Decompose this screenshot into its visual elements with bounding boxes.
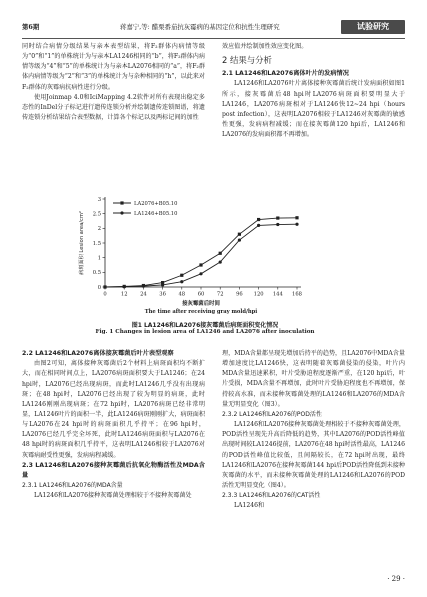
data-point-LA1246+B05.10 bbox=[295, 223, 298, 226]
y-tick-label: 2.5 bbox=[92, 211, 101, 218]
data-point-LA2076+B05.10 bbox=[180, 274, 183, 277]
y-tick-label: 2 bbox=[97, 226, 101, 233]
x-tick-label: 48 bbox=[178, 291, 186, 298]
y-tick-label: 1.5 bbox=[92, 240, 101, 247]
paragraph: 由图2可知，离体接种灰霉菌后2个材料上病斑面积均不断扩大，而在相同时间点上，LA2076病斑面积要大于LA1246；在24 hpi时，LA2076已经出现病斑，而此时LA1246几乎没有出现病斑；在48 hpi时，LA2076已经出现了较为明显的病斑，此时LA1246刚刚出现病斑；在72 hpi时，LA2076病斑已经非常明显，LA1246叶片的面积一半，此LA1246病斑刚刚扩大，病斑面积与LA2076在24 hpi时的病斑面积几乎持平；在96 hpi时，LA2076已经几乎完全坏死，此时LA1246病斑面积与LA2076在48 hpi时的病斑面积几乎持平，这表明LA1246相较于LA2076对灰霉病耐受性更强，发病病程减缓。 bbox=[22, 360, 205, 459]
y-tick-label: 0 bbox=[97, 284, 101, 291]
x-tick-label: 12 bbox=[120, 291, 128, 298]
figure-1 bbox=[55, 191, 355, 341]
paragraph: 效应值并绘制加性效应变化图。 bbox=[222, 43, 308, 50]
subsubsection-heading: 2.3.3 LA1246和LA2076的CAT活性 bbox=[222, 492, 321, 500]
subsubsection-heading: 2.3.1 LA1246和LA2076的MDA含量 bbox=[22, 482, 123, 490]
page-header bbox=[22, 20, 405, 36]
data-point-LA2076+B05.10 bbox=[257, 218, 260, 221]
data-point-LA1246+B05.10 bbox=[180, 280, 183, 283]
x-tick-label: 120 bbox=[253, 291, 264, 298]
page-number: · 29 · bbox=[387, 575, 405, 583]
data-point-LA1246+B05.10 bbox=[238, 238, 241, 241]
data-point-LA2076+B05.10 bbox=[276, 216, 279, 219]
data-point-LA1246+B05.10 bbox=[219, 260, 222, 263]
x-tick-label: 72 bbox=[216, 291, 224, 298]
subsection-heading: 2.3 LA1246和LA2076接种灰霉菌后抗氧化物酶活性及MDA含量 bbox=[22, 461, 205, 479]
x-tick-label: 36 bbox=[159, 291, 166, 298]
figure-caption-en: Fig. 1 Changes in lesion area of LA1246 and LA2076 after inoculation bbox=[95, 329, 315, 335]
left-column-top bbox=[22, 42, 205, 123]
x-axis-label: 接灰霉菌后时间 bbox=[182, 301, 220, 307]
data-point-LA1246+B05.10 bbox=[103, 285, 106, 288]
series-line-LA1246+B05.10 bbox=[105, 224, 297, 287]
running-title: 蒋嘉宁,等: 醋栗番茄抗灰霉病的基因定位和抗性生理研究 bbox=[120, 23, 280, 31]
figure-caption-cn: 图1 LA1246和LA2076接灰霉菌后病斑面积变化情况 bbox=[131, 322, 279, 329]
data-point-LA2076+B05.10 bbox=[238, 233, 241, 236]
x-tick-label: 96 bbox=[236, 291, 243, 298]
paragraph: LA1246和LA2076接种灰霉菌处理相较于不接种灰霉菌处理，POD活性呈现先升高后降低的趋势，其中LA2076的POD活性峰值出现时间较LA1246提前，LA2076在48 hpi时活性最高，LA1246的POD活性峰值比较低，且间隔较长，在72 hpi时出现，最终LA1246和LA2076在接种灰霉菌144 hpi后POD活性降低到未接种灰霉菌的水平，而未接种灰霉菌处理的LA1246和LA2076的POD活性无明显变化（图4）。 bbox=[222, 421, 405, 490]
left-column-bottom bbox=[22, 349, 205, 502]
x-tick-label: 60 bbox=[197, 291, 205, 298]
y-axis-label: 病斑面积 Lesion area/cm² bbox=[79, 211, 85, 275]
legend-marker bbox=[120, 211, 123, 214]
y-tick-label: 0.5 bbox=[92, 270, 101, 277]
right-column-top bbox=[222, 42, 405, 140]
x-tick-label: 168 bbox=[292, 291, 302, 298]
paragraph: LA1246和LA2076叶片离体接种灰霉菌后统计发病面积如图1所示，接灰霉菌后48 hpi时LA2076病斑面积要明显大于LA1246，LA2076病斑相对于LA1246快12~24 hpi（hours post infection），这表明LA2076相较于LA1246对灰霉菌的敏感性更强，发病病程减缓；而在接灰霉菌120 hpi后，LA1246和LA2076的发病面积都不再增加。 bbox=[222, 80, 405, 139]
data-point-LA1246+B05.10 bbox=[142, 285, 145, 288]
subsection-heading: 2.2 LA1246和LA2076离体接灰霉菌后叶片表型观察 bbox=[22, 350, 174, 357]
data-point-LA1246+B05.10 bbox=[123, 285, 126, 288]
legend-label: LA2076+B05.10 bbox=[134, 200, 178, 207]
legend-marker bbox=[120, 201, 123, 204]
x-tick-label: 144 bbox=[272, 291, 283, 298]
data-point-LA1246+B05.10 bbox=[257, 224, 260, 227]
lesion-area-chart bbox=[55, 191, 355, 319]
data-point-LA2076+B05.10 bbox=[295, 216, 298, 219]
paragraph: LA1246和LA2076接种灰霉菌处理相较于不接种灰霉菌处 bbox=[34, 492, 192, 500]
data-point-LA1246+B05.10 bbox=[161, 283, 164, 286]
right-column-bottom bbox=[222, 349, 405, 512]
paragraph: 使用Joinmap 4.0和IciMapping 4.2软件对所有表现出稳定多态性的InDel分子标记进行遗传连锁分析并绘制遗传连锁图谱，将遗传连锁分析结果结合表型数据，计算各个标记以及两标记间的加性 bbox=[22, 93, 205, 122]
data-point-LA1246+B05.10 bbox=[276, 223, 279, 226]
legend-label: LA1246+B05.10 bbox=[134, 210, 178, 217]
x-tick-label: 24 bbox=[140, 291, 147, 298]
journal-section-badge: 试验研究 bbox=[341, 20, 405, 34]
y-tick-label: 3 bbox=[97, 196, 101, 203]
subsubsection-heading: 2.3.2 LA1246和LA2076的POD活性 bbox=[222, 410, 322, 418]
series-line-LA2076+B05.10 bbox=[105, 218, 297, 287]
paragraph: 理，MDA含量都呈现先增加后持平的趋势，且LA2076中MDA含量增加速度比LA1246快，这表明随着灰霉菌侵染的侵染，叶片内MDA含量迅速累积，叶片受胁迫程度逐渐严重，在120 hpi后，叶片受损，MDA含量不再增加，此时叶片受胁迫程度也不再增加，保持较高水准，而未接种灰霉菌处理的LA1246和LA2076的MDA含量无明显变化（图3）。 bbox=[222, 350, 405, 408]
data-point-LA2076+B05.10 bbox=[219, 252, 222, 255]
subsection-heading: 2.1 LA1246和LA2076离体叶片的发病情况 bbox=[222, 70, 349, 78]
x-axis-label-en: The time after receiving gray mold/hpi bbox=[144, 309, 258, 315]
issue-number: 第6期 bbox=[22, 23, 40, 31]
header-rule bbox=[22, 38, 405, 39]
data-point-LA1246+B05.10 bbox=[199, 272, 202, 275]
data-point-LA2076+B05.10 bbox=[199, 263, 202, 266]
section-heading: 2 结果与分析 bbox=[222, 55, 272, 66]
y-tick-label: 1 bbox=[97, 255, 101, 262]
paragraph: 同时结合病情分级结果与亲本表型结果，将F₂群体内病情等级为“0”和“1”的单株统计为与亲本LA1246相同的“b”，将F₂群体内病情等级为“4”和“5”的单株统计为与亲本LA2076相同的“a”，将F₂群体内病情等级为“2”和“3”的单株统计为与杂种相同的“h”，以此来对F₂群体的灰霉病抗病性进行分级。 bbox=[22, 43, 205, 91]
x-tick-label: 0 bbox=[103, 291, 107, 298]
paragraph: LA1246和 bbox=[234, 502, 265, 510]
